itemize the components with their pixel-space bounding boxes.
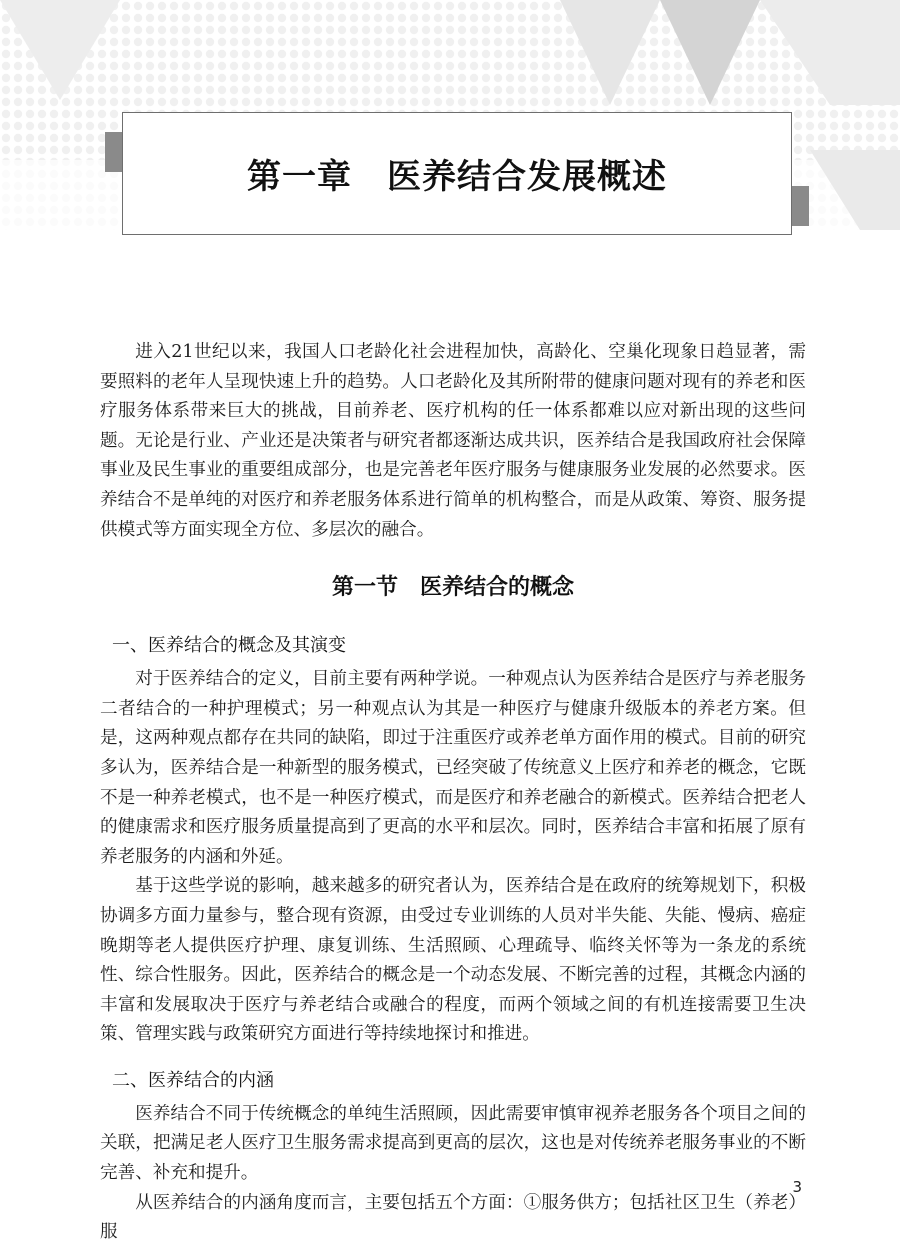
- subsection-title-concept: 一、医养结合的概念及其演变: [112, 635, 346, 657]
- subsection-title-connotation: 二、医养结合的内涵: [112, 1069, 274, 1091]
- paragraph: 对于医养结合的定义，目前主要有两种学说。一种观点认为医养结合是医疗与养老服务二者结合的一种护理模式；另一种观点认为其是一种医疗与健康升级版本的养老方案。但是，这两种观点都存在共同的缺陷，即过于注重医疗或养老单方面作用的模式。目前的研究多认为，医养结合是一种新型的服务模式，已经突破了传统意义上医疗和养老的概念，它既不是一种养老模式，也不是一种医疗模式，而是医疗和养老融合的新模式。医养结合把老人的健康需求和医疗服务质量提高到了更高的水平和层次。同时，医养结合丰富和拓展了原有养老服务的内涵和外延。: [100, 669, 806, 867]
- page-number: 3: [792, 1178, 802, 1196]
- paragraph: 从医养结合的内涵角度而言，主要包括五个方面：①服务供方；包括社区卫生（养老）服: [100, 1192, 806, 1243]
- page-body: [100, 338, 806, 1248]
- paragraph: 医养结合不同于传统概念的单纯生活照顾，因此需要审慎审视养老服务各个项目之间的关联，把满足老人医疗卫生服务需求提高到更高的层次，这也是对传统养老服务事业的不断完善、补充和提升。: [100, 1103, 806, 1184]
- paragraph: 基于这些学说的影响，越来越多的研究者认为，医养结合是在政府的统筹规划下，积极协调多方面力量参与，整合现有资源，由受过专业训练的人员对半失能、失能、慢病、癌症晚期等老人提供医疗护理、康复训练、生活照顾、心理疏导、临终关怀等为一条龙的系统性、综合性服务。因此，医养结合的概念是一个动态发展、不断完善的过程，其概念内涵的丰富和发展取决于医疗与养老结合或融合的程度，而两个领域之间的有机连接需要卫生决策、管理实践与政策研究方面进行等持续地探讨和推进。: [100, 876, 806, 1045]
- chapter-title: 第一章 医养结合发展概述: [247, 157, 667, 197]
- chapter-title-frame: [122, 112, 792, 235]
- intro-paragraph: 进入21世纪以来，我国人口老龄化社会进程加快，高龄化、空巢化现象日趋显著，需要照料的老年人呈现快速上升的趋势。人口老龄化及其所附带的健康问题对现有的养老和医疗服务体系带来巨大的挑战，目前养老、医疗机构的任一体系都难以应对新出现的这些问题。无论是行业、产业还是决策者与研究者都逐渐达成共识，医养结合是我国政府社会保障事业及民生事业的重要组成部分，也是完善老年医疗服务与健康服务业发展的必然要求。医养结合不是单纯的对医疗和养老服务体系进行简单的机构整合，而是从政策、筹资、服务提供模式等方面实现全方位、多层次的融合。: [100, 342, 806, 540]
- chapter-accent-bar-left: [105, 132, 122, 172]
- section-title: 第一节 医养结合的概念: [331, 575, 574, 601]
- chapter-accent-bar-right: [792, 186, 809, 226]
